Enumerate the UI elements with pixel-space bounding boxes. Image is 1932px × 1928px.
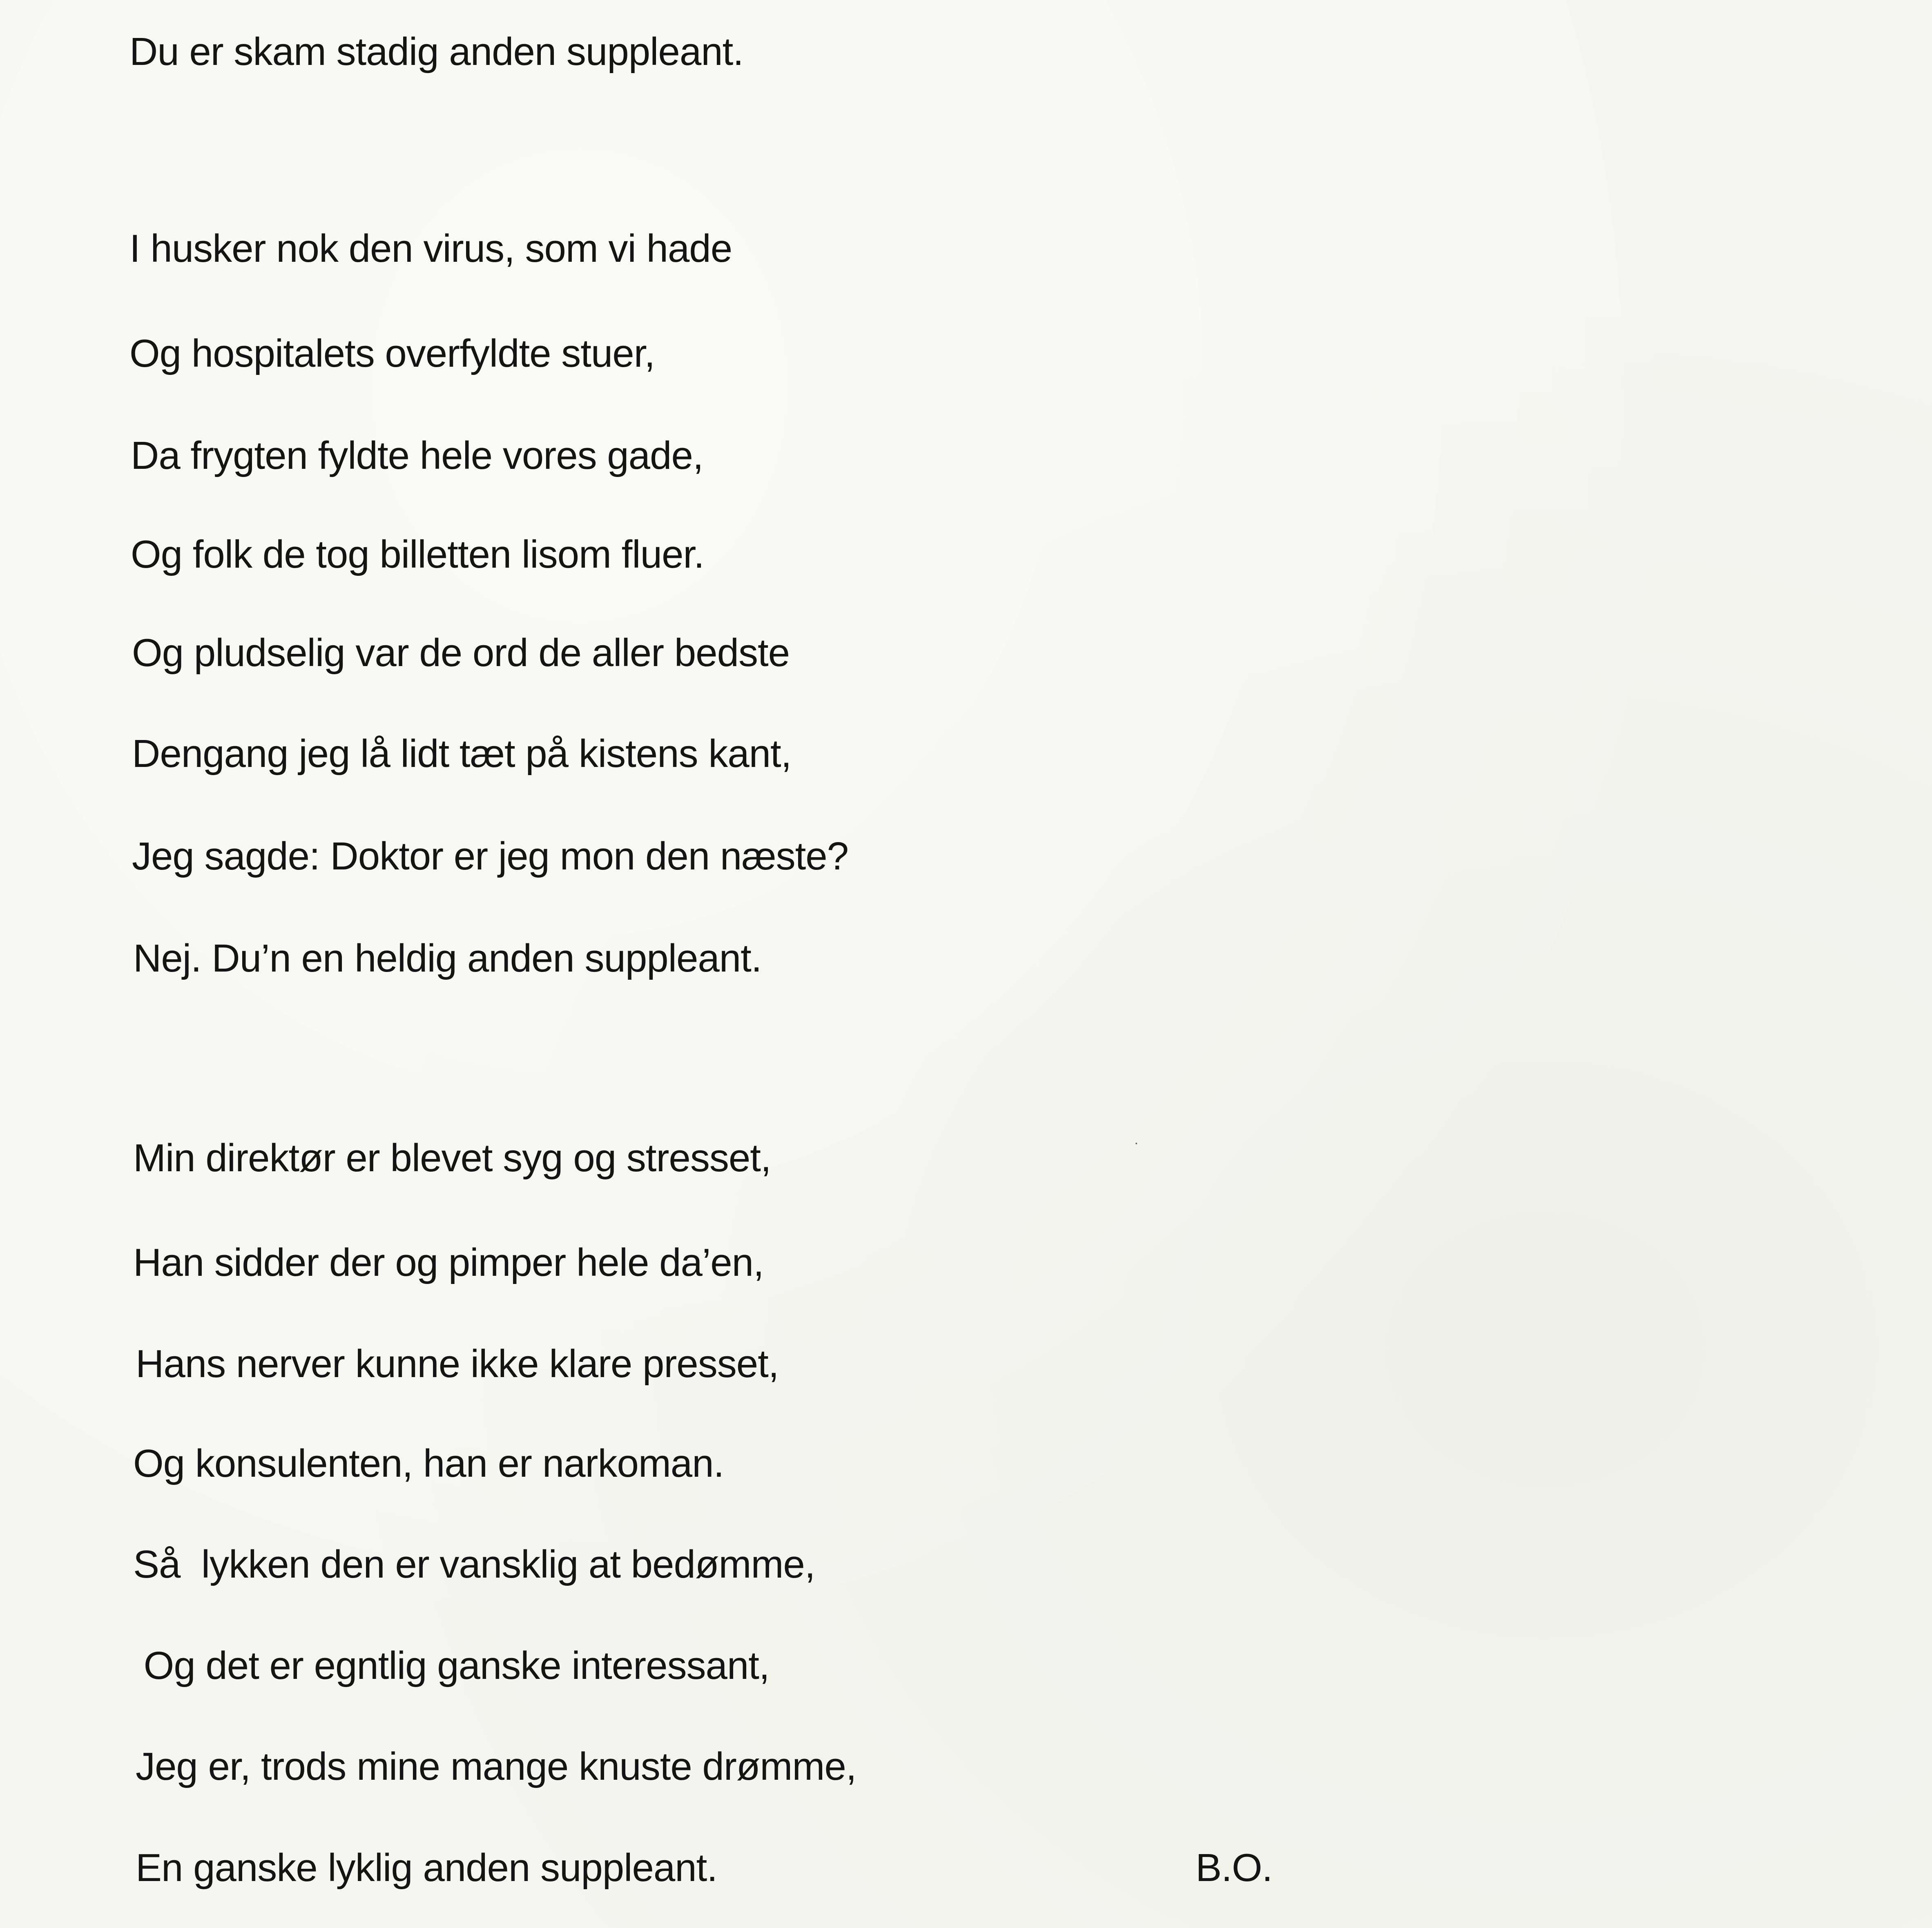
poem-line: Jeg er, trods mine mange knuste drømme, [136,1745,857,1788]
poem-line: Så lykken den er vansklig at bedømme, [133,1542,815,1586]
poem-line: En ganske lyklig anden suppleant. [136,1846,718,1890]
poem-line: Og konsulenten, han er narkoman. [133,1442,724,1485]
poem-line: Du er skam stadig anden suppleant. [129,30,743,74]
poem-line: I husker nok den virus, som vi hade [129,227,732,270]
poem-line: Jeg sagde: Doktor er jeg mon den næste? [132,834,849,878]
paper-speck [1136,1143,1137,1144]
poem-line: Da frygten fyldte hele vores gade, [131,434,703,477]
poem-line: Nej. Du’n en heldig anden suppleant. [133,936,762,980]
poem-line: Og pludselig var de ord de aller bedste [132,631,790,675]
poem-line: Og folk de tog billetten lisom fluer. [131,533,704,576]
poem-line: Og hospitalets overfyldte stuer, [129,332,655,375]
poem-line: Min direktør er blevet syg og stresset, [133,1136,771,1180]
poem-line: Han sidder der og pimper hele da’en, [133,1241,764,1284]
poem-line: Dengang jeg lå lidt tæt på kistens kant, [132,732,792,776]
poem-line: Hans nerver kunne ikke klare presset, [136,1342,779,1386]
poem-line: Og det er egntlig ganske interessant, [133,1644,770,1687]
signature: B.O. [1196,1846,1273,1890]
